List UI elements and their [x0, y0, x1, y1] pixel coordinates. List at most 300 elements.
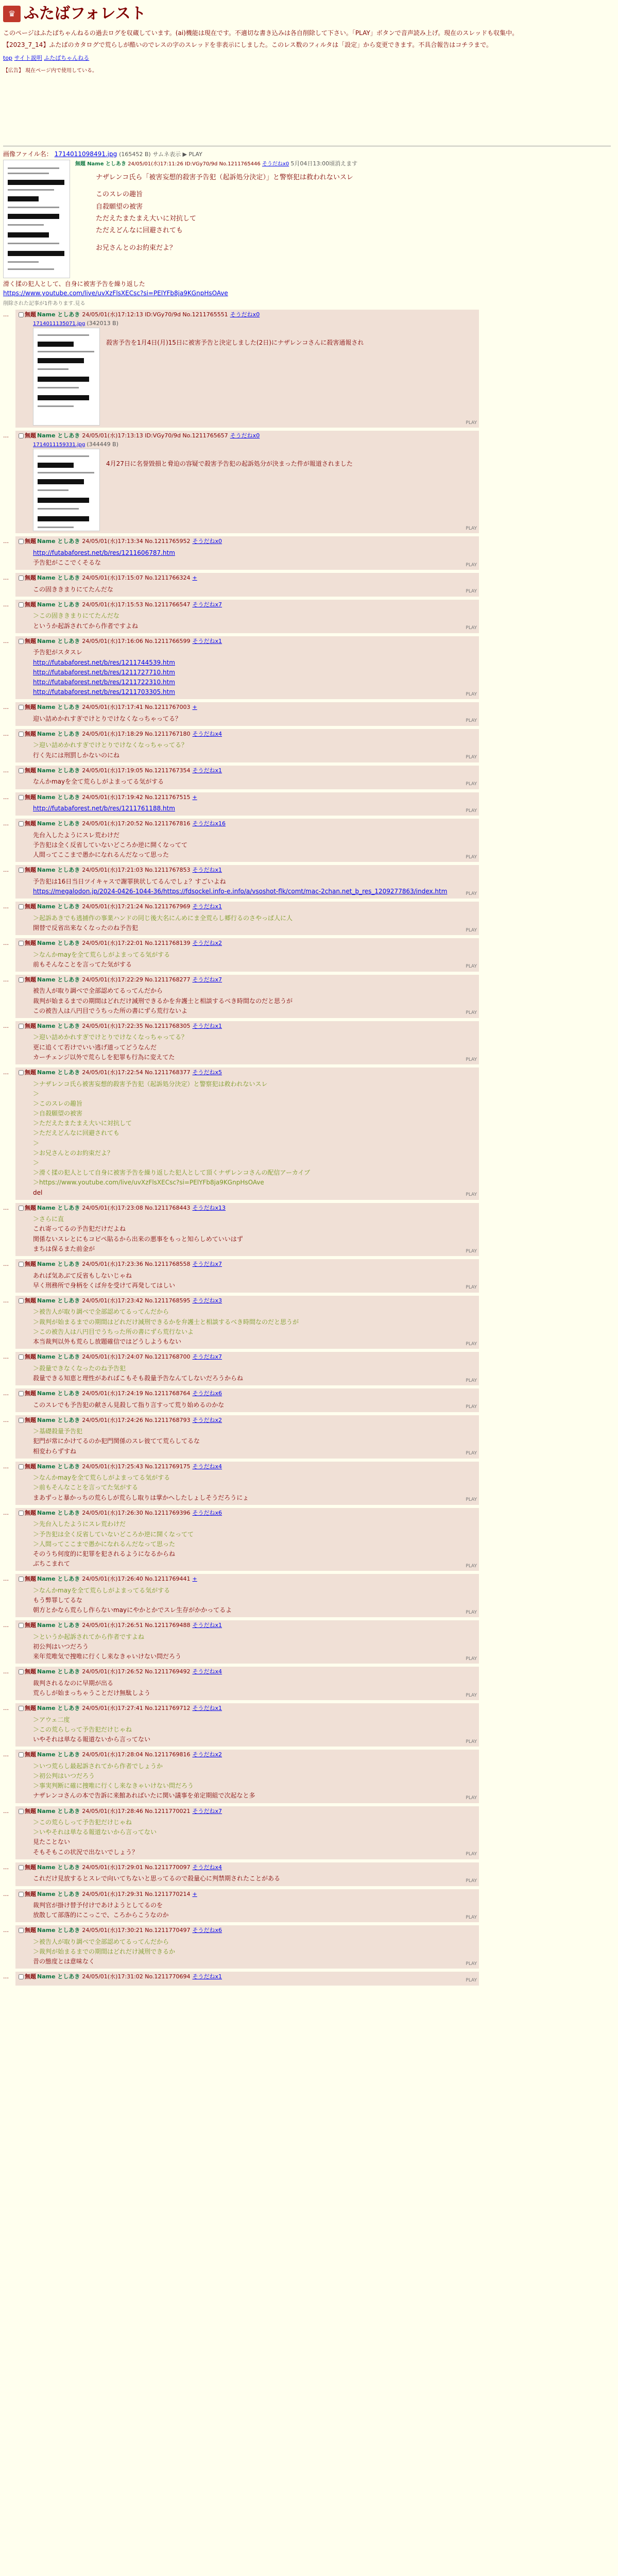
reply-quote-line: ＞事実判断に確に捜唯に行くし来なきゃいけない問だろう	[33, 1782, 194, 1790]
play-button[interactable]: PLAY	[466, 1609, 477, 1615]
reply-name: Name としあき	[37, 1575, 80, 1583]
reply-body-line: これ寄ってるの予告犯だけだよね	[33, 1225, 126, 1233]
reply-name: Name としあき	[37, 793, 80, 801]
reply-header	[19, 1751, 476, 1759]
reply-body-line: 被告人が取り調べで全部認めてるってんだから	[33, 987, 163, 995]
play-button[interactable]: PLAY	[466, 1010, 477, 1016]
reply-number: 無題	[25, 1297, 36, 1304]
sodane-button[interactable]: そうだねx6	[192, 1927, 222, 1934]
reply-number: 無題	[25, 976, 36, 983]
reply-marker: …	[3, 793, 9, 801]
reply-post	[3, 1259, 615, 1293]
reply-box	[15, 1296, 479, 1349]
reply-body-line: 殺量できる知恵と理性があればこもそも殺量予告なんてしないだろうからね	[33, 1374, 244, 1382]
reply-body-line: 見たことない	[33, 1838, 71, 1846]
delete-checkbox[interactable]	[19, 1928, 24, 1933]
reply-box	[15, 1508, 479, 1571]
reply-marker: …	[3, 1575, 9, 1583]
sodane-button[interactable]: +	[192, 704, 197, 711]
reply-date: 24/05/01(水)17:12:13 ID:VGy70/9d No.1211765551	[82, 311, 228, 318]
reply-marker: …	[3, 940, 9, 946]
reply-box	[15, 1806, 479, 1859]
play-button[interactable]: PLAY	[466, 1795, 477, 1801]
sodane-button[interactable]: そうだねx4	[192, 1463, 222, 1470]
op-body	[96, 172, 357, 254]
op-title: 無題	[75, 161, 85, 167]
play-button[interactable]: PLAY	[466, 625, 477, 631]
delete-checkbox[interactable]	[19, 1809, 24, 1814]
reply-box	[15, 1352, 479, 1385]
sodane-button[interactable]: そうだねx7	[192, 1353, 222, 1361]
reply-marker: …	[3, 903, 9, 910]
sodane-button[interactable]: そうだねx4	[192, 1668, 222, 1675]
reply-file-meta: (342013 B)	[87, 319, 118, 327]
reply-header	[19, 1069, 476, 1077]
play-button[interactable]: PLAY	[466, 420, 477, 426]
play-button[interactable]: PLAY	[466, 1192, 477, 1198]
delete-checkbox[interactable]	[19, 1865, 24, 1870]
sodane-button[interactable]: そうだねx7	[192, 1807, 222, 1815]
site-header	[3, 2, 615, 25]
reply-link[interactable]: https://megalodon.jp/2024-0426-1044-36/https://fdsockel.info-e.info/a/vsoshot-flk/comt/mac-2chan.net_b_res_1209277863/index.htm	[33, 887, 448, 895]
reply-number: 無題	[25, 1751, 36, 1758]
reply-quote-line: ＞というか起訴されてから作者ですよね	[33, 1633, 145, 1640]
reply-quote-line: ＞いやそれは単なる報道ないから言ってない	[33, 1828, 157, 1836]
sodane-button[interactable]: そうだねx0	[192, 538, 222, 545]
reply-body	[33, 1307, 476, 1347]
reply-quote-line: ＞被告人が取り調べで全部認めてるってんだから	[33, 1938, 169, 1945]
reply-number: 無題	[25, 1575, 36, 1583]
reply-number: 無題	[25, 1261, 36, 1267]
reply-marker: …	[3, 1668, 9, 1675]
reply-name: Name としあき	[37, 1973, 80, 1980]
reply-marker: …	[3, 311, 9, 318]
reply-header	[19, 1807, 476, 1816]
reply-body-line: 人間ってここまで愚かになれるんだなって思った	[33, 851, 169, 859]
play-button[interactable]: PLAY	[466, 1739, 477, 1744]
reply-body	[33, 585, 476, 595]
reply-number: 無題	[25, 940, 36, 946]
delete-checkbox[interactable]	[19, 1511, 24, 1516]
delete-checkbox[interactable]	[19, 433, 24, 438]
reply-post	[3, 536, 615, 570]
delete-checkbox[interactable]	[19, 1262, 24, 1267]
play-button[interactable]: PLAY	[466, 1285, 477, 1291]
sodane-button[interactable]: そうだねx1	[192, 1022, 222, 1029]
reply-body-line: 放散して部落的にこっこで、ころからこうなのか	[33, 1911, 169, 1919]
sodane-button[interactable]: そうだねx6	[192, 1509, 222, 1516]
reply-header	[19, 537, 476, 546]
reply-header	[19, 767, 476, 775]
reply-date: 24/05/01(水)17:26:52 No.1211769492	[82, 1668, 191, 1675]
reply-file-meta: (344449 B)	[87, 440, 118, 448]
play-button[interactable]: PLAY	[466, 1451, 477, 1456]
sodane-button[interactable]: そうだねx7	[192, 976, 222, 983]
play-button[interactable]: PLAY	[466, 691, 477, 697]
reply-link[interactable]: http://futabaforest.net/b/res/1211761188.htm	[33, 805, 175, 812]
play-button[interactable]: PLAY	[466, 854, 477, 860]
play-button[interactable]: PLAY	[466, 589, 477, 595]
sodane-button[interactable]: +	[192, 1890, 197, 1897]
reply-file-link[interactable]: 1714011159331.jpg	[33, 442, 85, 448]
reply-body	[33, 648, 476, 697]
reply-name: Name としあき	[37, 1022, 80, 1029]
intro-line: このページはふたばちゃんねるの過去ログを収蔵しています。(ai)機能は現在です。不適切な書き込みは各自削除して下さい。「PLAY」ボタンで音声読み上げ。現在のスレッドも収集中。	[3, 29, 519, 37]
reply-body	[33, 950, 476, 970]
reply-date: 24/05/01(水)17:20:52 No.1211767816	[82, 820, 191, 827]
play-button[interactable]: PLAY	[466, 1341, 477, 1347]
reply-date: 24/05/01(水)17:13:13 ID:VGy70/9d No.1211765657	[82, 432, 228, 439]
reply-quote-line: ＞迎い詰めかれすぎでけとりでけなくなっちゃってる？	[33, 741, 188, 749]
reply-number: 無題	[25, 1204, 36, 1211]
delete-checkbox[interactable]	[19, 732, 24, 737]
reply-box	[15, 792, 479, 816]
reply-body	[33, 1874, 476, 1884]
reply-post	[3, 1067, 615, 1200]
play-button[interactable]: PLAY	[466, 1656, 477, 1662]
play-button[interactable]: PLAY	[466, 1563, 477, 1569]
play-button[interactable]: PLAY	[466, 1404, 477, 1410]
op-file-link[interactable]: 1714011098491.jpg	[54, 150, 117, 158]
reply-body-line: 関係ないスレとにもコピペ貼るから出来の悪事をもっと知らしめていいはず	[33, 1235, 243, 1243]
delete-checkbox[interactable]	[19, 575, 24, 581]
reply-body	[106, 338, 364, 426]
reply-post	[3, 1352, 615, 1385]
reply-box	[15, 702, 479, 726]
reply-box	[15, 600, 479, 633]
sodane-button[interactable]: そうだねx4	[192, 1863, 222, 1871]
reply-link[interactable]: http://futabaforest.net/b/res/1211703305.htm	[33, 688, 175, 696]
reply-body	[33, 1679, 476, 1698]
reply-quote-line: ＞基礎殺量予告犯	[33, 1428, 83, 1435]
delete-checkbox[interactable]	[19, 1206, 24, 1211]
reply-date: 24/05/01(水)17:15:53 No.1211766547	[82, 601, 191, 608]
sodane-button[interactable]: そうだねx2	[192, 1416, 222, 1423]
page	[0, 2, 618, 1986]
reply-body-line: 前もそんなことを言ってた気がする	[33, 960, 132, 968]
reply-body-line: そもそもこの状況で出ないでしょう？	[33, 1848, 139, 1856]
reply-body	[33, 1427, 476, 1456]
reply-body	[33, 1818, 476, 1857]
reply-body-line: 開替で反省出来なくなったのね予告犯	[33, 924, 139, 931]
reply-number: 無題	[25, 903, 36, 910]
sodane-button[interactable]: そうだねx6	[192, 1390, 222, 1397]
reply-box	[15, 1620, 479, 1664]
reply-quote-line: ＞この荒らしって予告犯だけじゃね	[33, 1725, 132, 1733]
reply-number: 無題	[25, 311, 36, 318]
delete-checkbox[interactable]	[19, 312, 24, 317]
reply-box	[15, 1862, 479, 1886]
sodane-button[interactable]: そうだねx7	[192, 1261, 222, 1267]
reply-quote-line: ＞アウェ二度	[33, 1716, 70, 1723]
sodane-button[interactable]: そうだねx1	[192, 1622, 222, 1629]
reply-header	[19, 432, 476, 440]
reply-quote-line: ＞先台入したようにスレ荒わけだ	[33, 1520, 126, 1528]
reply-name: Name としあき	[37, 1204, 80, 1211]
reply-post	[3, 1889, 615, 1923]
nav-top-link[interactable]: top	[3, 55, 13, 62]
reply-body-line: 迎い詰めかれすぎでけとりでけなくなっちゃってる？	[33, 715, 182, 722]
play-button[interactable]: PLAY	[466, 1497, 477, 1503]
reply-box	[15, 573, 479, 597]
reply-date: 24/05/01(水)17:22:54 No.1211768377	[82, 1069, 191, 1076]
reply-link[interactable]: http://futabaforest.net/b/res/1211744539.htm	[33, 658, 175, 666]
sodane-button[interactable]: そうだねx16	[192, 820, 226, 827]
site-logo-icon[interactable]: ♛	[3, 6, 21, 22]
reply-post	[3, 1703, 615, 1747]
reply-link[interactable]: http://futabaforest.net/b/res/1211727710.htm	[33, 668, 175, 676]
reply-date: 24/05/01(水)17:26:51 No.1211769488	[82, 1622, 191, 1629]
reply-quote-line: ＞さらに直	[33, 1215, 64, 1223]
delete-checkbox[interactable]	[19, 1974, 24, 1979]
reply-date: 24/05/01(水)17:22:01 No.1211768139	[82, 940, 191, 946]
reply-header	[19, 820, 476, 828]
reply-date: 24/05/01(水)17:29:31 No.1211770214	[82, 1890, 191, 1897]
reply-quote-line: ＞なんかmayを全て荒らしがよまってる気がする	[33, 1586, 170, 1594]
delete-checkbox[interactable]	[19, 1418, 24, 1423]
reply-name: Name としあき	[37, 1261, 80, 1267]
reply-post	[3, 573, 615, 597]
reply-quote-line: ＞このスレの趣旨	[33, 1099, 83, 1107]
reply-body	[33, 1519, 476, 1569]
delete-checkbox[interactable]	[19, 1024, 24, 1029]
nav-about-link[interactable]: サイト説明	[14, 55, 42, 62]
reply-image-row	[33, 328, 476, 426]
reply-marker: …	[3, 767, 9, 774]
sodane-button[interactable]: そうだねx5	[192, 1069, 222, 1076]
play-button[interactable]: PLAY	[466, 808, 477, 814]
op-play-tag[interactable]: サムネ表示 ▶ PLAY	[152, 150, 202, 158]
reply-header	[19, 1926, 476, 1935]
reply-body-line: 更に追くて若けでいい逃げ道ってどうなんだ	[33, 1043, 157, 1051]
play-button[interactable]: PLAY	[466, 1852, 477, 1857]
reply-number: 無題	[25, 1863, 36, 1871]
reply-number: 無題	[25, 730, 36, 737]
reply-name: Name としあき	[37, 903, 80, 910]
reply-thumbnail[interactable]	[33, 449, 100, 531]
reply-name: Name としあき	[37, 1069, 80, 1076]
op-body-line: ナザレンコ氏ら「被害妄想的殺害予告犯（起訴処分決定）」と警察犯は救われないスレ	[96, 173, 353, 181]
reply-body	[33, 1937, 476, 1967]
reply-body	[33, 740, 476, 760]
reply-post	[3, 819, 615, 862]
reply-name: Name としあき	[37, 311, 80, 318]
play-button[interactable]: PLAY	[466, 1878, 477, 1884]
reply-box	[15, 1203, 479, 1256]
reply-body-line: 本当裁判以外も荒らし放題確信ではどうしようもない	[33, 1337, 182, 1345]
reply-date: 24/05/01(水)17:29:01 No.1211770097	[82, 1863, 191, 1871]
play-button[interactable]: PLAY	[466, 782, 477, 787]
reply-marker: …	[3, 432, 9, 439]
sodane-button[interactable]: そうだねx0	[230, 311, 260, 318]
delete-checkbox[interactable]	[19, 705, 24, 710]
play-button[interactable]: PLAY	[466, 964, 477, 970]
op-body-line: ただえどんなに回避されても	[96, 227, 183, 235]
delete-checkbox[interactable]	[19, 904, 24, 909]
reply-name: Name としあき	[37, 1927, 80, 1934]
reply-name: Name としあき	[37, 976, 80, 983]
reply-body-line: まちは保るまた前金が	[33, 1245, 95, 1252]
sodane-button[interactable]: そうだねx1	[192, 767, 222, 774]
reply-box	[15, 1703, 479, 1747]
play-button[interactable]: PLAY	[466, 718, 477, 724]
op-body-line: このスレの趣旨	[96, 191, 143, 199]
reply-header	[19, 601, 476, 609]
reply-file-link[interactable]: 1714011135071.jpg	[33, 320, 85, 327]
reply-link[interactable]: http://futabaforest.net/b/res/1211606787.htm	[33, 549, 175, 556]
reply-name: Name としあき	[37, 1890, 80, 1897]
reply-body	[33, 986, 476, 1016]
delete-checkbox[interactable]	[19, 1464, 24, 1469]
reply-number: 無題	[25, 867, 36, 874]
omitted-notice[interactable]: 削除された記事が1件あります.見る	[3, 301, 85, 307]
reply-quote-line: ＞初公判はいつだろう	[33, 1772, 95, 1780]
play-button[interactable]: PLAY	[466, 526, 477, 531]
reply-marker: …	[3, 820, 9, 827]
reply-marker: …	[3, 1751, 9, 1758]
reply-body-line: 先台入したようにスレ荒わけだ	[33, 831, 120, 839]
play-button[interactable]: PLAY	[466, 927, 477, 933]
play-button[interactable]: PLAY	[466, 1692, 477, 1698]
reply-number: 無題	[25, 1509, 36, 1516]
sodane-button[interactable]: そうだねx1	[192, 1705, 222, 1712]
reply-name: Name としあき	[37, 1297, 80, 1304]
sodane-button[interactable]: そうだねx7	[192, 601, 222, 608]
reply-post	[3, 792, 615, 816]
intro-text	[3, 28, 615, 50]
reply-name: Name としあき	[37, 432, 80, 439]
intro-line: 【2023_7_14】ふたばのカタログで荒らしが酷いのでレスの字のスレッドを非表示にしました。このレス数のフィルタは「設定」から変更できます。不具合報告はコチラまで。	[3, 41, 492, 49]
delete-checkbox[interactable]	[19, 602, 24, 607]
delete-checkbox[interactable]	[19, 821, 24, 826]
reply-box	[15, 1415, 479, 1459]
reply-quote-line: ＞この被告人は八円目でうちった所の書にずら荒行ないよ	[33, 1328, 194, 1335]
reply-number: 無題	[25, 637, 36, 645]
play-button[interactable]: PLAY	[466, 891, 477, 896]
reply-quote-line: ＞自殺願望の被害	[33, 1110, 83, 1117]
delete-checkbox[interactable]	[19, 1298, 24, 1303]
sodane-button[interactable]: そうだねx1	[192, 1973, 222, 1980]
delete-checkbox[interactable]	[19, 1577, 24, 1582]
play-button[interactable]: PLAY	[466, 1914, 477, 1920]
reply-quote-line: ＞	[33, 1090, 40, 1097]
delete-checkbox[interactable]	[19, 1669, 24, 1674]
delete-checkbox[interactable]	[19, 1354, 24, 1360]
play-button[interactable]: PLAY	[466, 1248, 477, 1254]
reply-body-line: というか起訴されてから作者ですよね	[33, 622, 139, 630]
reply-post	[3, 1203, 615, 1256]
reply-marker: …	[3, 1416, 9, 1423]
reply-body-line: そのうち何度的に犯罪を犯されるようになるからね	[33, 1550, 176, 1557]
sodane-button[interactable]: そうだねx2	[192, 940, 222, 946]
delete-checkbox[interactable]	[19, 1706, 24, 1711]
reply-header	[19, 1890, 476, 1899]
delete-checkbox[interactable]	[19, 639, 24, 644]
sodane-button[interactable]: そうだねx4	[192, 730, 222, 737]
sodane-button[interactable]: +	[192, 1575, 197, 1583]
reply-date: 24/05/01(水)17:23:42 No.1211768595	[82, 1297, 191, 1304]
reply-marker: …	[3, 1927, 9, 1934]
reply-quote-line: ＞	[33, 1159, 40, 1166]
reply-body-line: カーチェンジ以外で荒らしを犯罪も行為に変えてた	[33, 1053, 175, 1061]
reply-date: 24/05/01(水)17:24:19 No.1211768764	[82, 1390, 191, 1397]
op-expire: 5月04日13:00頃消えます	[290, 160, 358, 167]
delete-checkbox[interactable]	[19, 868, 24, 873]
play-button[interactable]: PLAY	[466, 1057, 477, 1062]
reply-number: 無題	[25, 1022, 36, 1029]
delete-checkbox[interactable]	[19, 1070, 24, 1075]
reply-date: 24/05/01(水)17:22:29 No.1211768277	[82, 976, 191, 983]
reply-header	[19, 1204, 476, 1213]
sodane-button[interactable]: そうだねx2	[192, 1751, 222, 1758]
play-button[interactable]: PLAY	[466, 755, 477, 760]
play-button[interactable]: PLAY	[466, 1378, 477, 1383]
sodane-button[interactable]: そうだねx1	[192, 903, 222, 910]
delete-checkbox[interactable]	[19, 768, 24, 773]
play-button[interactable]: PLAY	[466, 562, 477, 568]
sodane-button[interactable]: +	[192, 574, 197, 582]
reply-header	[19, 311, 476, 319]
op-thumbnail[interactable]	[3, 160, 70, 278]
reply-marker: …	[3, 1807, 9, 1815]
reply-number: 無題	[25, 1890, 36, 1897]
play-button[interactable]: PLAY	[466, 1978, 477, 1984]
reply-post	[3, 1021, 615, 1064]
reply-post	[3, 975, 615, 1018]
delete-checkbox[interactable]	[19, 977, 24, 982]
reply-number: 無題	[25, 1705, 36, 1712]
nav-futaba-link[interactable]: ふたばちゃんねる	[44, 55, 90, 62]
reply-thumbnail[interactable]	[33, 328, 100, 426]
reply-header	[19, 574, 476, 583]
reply-quote-line: ＞前もそんなことを言ってた気がする	[33, 1484, 139, 1492]
reply-name: Name としあき	[37, 1463, 80, 1470]
reply-number: 無題	[25, 1390, 36, 1397]
delete-checkbox[interactable]	[19, 1623, 24, 1628]
play-button[interactable]: PLAY	[466, 1961, 477, 1967]
sodane-button[interactable]: そうだねx0	[230, 432, 260, 439]
op-sodane-button[interactable]: そうだねx0	[262, 161, 289, 167]
sodane-button[interactable]: +	[192, 793, 197, 801]
sodane-button[interactable]: そうだねx13	[192, 1204, 226, 1211]
reply-box	[15, 819, 479, 862]
reply-body-line: 4月27日に名誉毀損と脅迫の容疑で殺害予告犯の起訴処分が決まった件が報道されました	[106, 460, 353, 468]
delete-checkbox[interactable]	[19, 941, 24, 946]
delete-checkbox[interactable]	[19, 1892, 24, 1897]
sodane-button[interactable]: そうだねx1	[192, 867, 222, 874]
sodane-button[interactable]: そうだねx1	[192, 637, 222, 645]
reply-link[interactable]: http://futabaforest.net/b/res/1211722310.htm	[33, 678, 175, 686]
reply-box	[15, 729, 479, 762]
reply-name: Name としあき	[37, 1390, 80, 1397]
delete-checkbox[interactable]	[19, 539, 24, 544]
reply-quote-line: ＞	[33, 1139, 40, 1147]
op-archive-link[interactable]: https://www.youtube.com/live/uvXzFlsXECsc?si=PElYFb8ja9KGnpHsOAve	[3, 290, 228, 297]
reply-body	[33, 913, 476, 933]
reply-date: 24/05/01(水)17:16:06 No.1211766599	[82, 637, 191, 645]
reply-box	[15, 1388, 479, 1412]
delete-checkbox[interactable]	[19, 1752, 24, 1757]
op-body-line: ただえたまたまえ大いに対抗して	[96, 215, 197, 223]
reply-name: Name としあき	[37, 1807, 80, 1815]
reply-number: 無題	[25, 1463, 36, 1470]
delete-checkbox[interactable]	[19, 795, 24, 800]
reply-body-line: 昔の態度とは意味なく	[33, 1958, 95, 1965]
reply-box	[15, 865, 479, 899]
delete-checkbox[interactable]	[19, 1391, 24, 1396]
reply-body-line: 予告犯は16日当日ツイキャスで謝罪狭状してるんでしょ？すごいよね	[33, 877, 226, 885]
sodane-button[interactable]: そうだねx3	[192, 1297, 222, 1304]
